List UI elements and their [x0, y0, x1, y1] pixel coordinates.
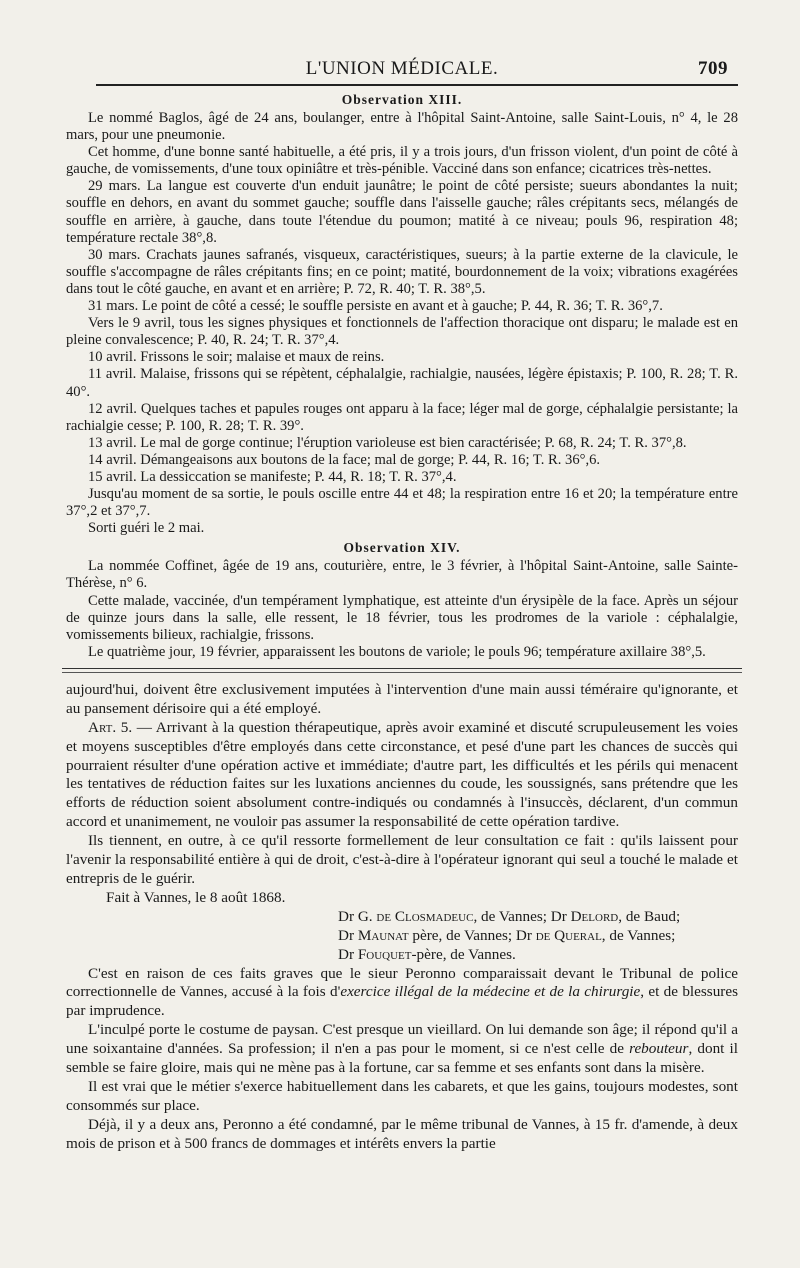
obs13-paragraph: 30 mars. Crachats jaunes safranés, visqueux, caractéristiques, sueurs; à la partie externe de la clavicule, le souffle s'accompagne de râles crépitants fins; en ce point; matité, bourdonnement de la voix; vibrations exagérées dans tout le côté gauche, en avant et en arrière; P. 72, R. 40; T. R. 38°,5. [66, 246, 738, 297]
signers [66, 908, 738, 965]
signer-name: de Queral [535, 926, 602, 944]
feuilleton-paragraph: aujourd'hui, doivent être exclusivement imputées à l'intervention d'une main aussi téméraire qu'ignorante, et au pansement dérisoire qui a été employé. [66, 680, 738, 717]
text-run: , dont il semble se faire gloire, mais qui ne mène pas à la fortune, car sa femme et ses enfants sont dans la misère. [66, 1040, 738, 1077]
text-run: L'inculpé porte le costume de paysan. C'est presque un vieillard. On lui demande son âge; il répond qu'il a une soixantaine d'années. Sa profession; il n'en a pas pour le moment, si ce n'est celle de [66, 1021, 738, 1058]
obs14-paragraph: Cette malade, vaccinée, d'un tempérament lymphatique, est atteinte d'un érysipèle de la face. Après un séjour de quinze jours dans la salle, elle ressent, le 18 février, tous les prodromes de la variole : céphalalgie, vomissements bilieux, rachialgie, frissons. [66, 592, 738, 643]
italic-run: rebouteur [629, 1040, 689, 1058]
obs13-paragraph: 29 mars. La langue est couverte d'un enduit jaunâtre; le point de côté persiste; sueurs abondantes la nuit; souffle en dehors, en avant du sommet gauche; souffle dans l'aisselle gauche; râles crépitants secs, mélangés de souffle en arrière, à gauche, dans toute l'étendue du poumon; matité à ce niveau; pouls 96, respiration 48; température rectale 38°,8. [66, 178, 738, 246]
feuilleton-paragraph [66, 719, 738, 832]
article-label: Art. 5. [88, 718, 133, 736]
signature-date: Fait à Vannes, le 8 août 1868. [106, 888, 286, 906]
obs13-paragraph: 31 mars. Le point de côté a cessé; le souffle persiste en avant et à gauche; P. 44, R. 36; T. R. 36°,7. [88, 298, 663, 315]
signer-prefix: Dr [338, 945, 358, 963]
page-number: 709 [698, 58, 728, 79]
obs13-paragraph: Jusqu'au moment de sa sortie, le pouls oscille entre 44 et 48; la respiration entre 16 et 20; la température entre 37°,2 et 37°,7. [66, 486, 738, 520]
feuilleton-separator [62, 668, 742, 673]
signer-name: Delord [570, 907, 619, 925]
obs14-paragraph: La nommée Coffinet, âgée de 19 ans, couturière, entre, le 3 février, à l'hôpital Saint-Antoine, salle Sainte-Thérèse, n° 6. [66, 558, 738, 592]
article-text: — Arrivant à la question thérapeutique, après avoir examiné et discuté scrupuleusement les voies et moyens susceptibles d'être employés dans cette circonstance, et pesé d'une part les chances de succès qui pourraient résulter d'une opération active et immédiate; d'autre part, les difficultés et les périls qui menacent les tentatives de réduction faites sur les luxations anciennes du coude, les soussignés, sans prétendre que les efforts de réduction soient absolument contre-indiqués ou condamnés à l'insuccès, déclarent, d'un commun accord et unanimement, ne vouloir pas assumer la responsabilité de cette opération tardive. [66, 718, 738, 831]
journal-title: L'UNION MÉDICALE. [305, 58, 499, 79]
italic-run: exercice illégal de la médecine et de la chirurgie [340, 983, 641, 1001]
signer-suffix: , de Baud; [618, 907, 681, 925]
signer-name: Fouquet [357, 945, 412, 963]
obs13-paragraph: 14 avril. Démangeaisons aux boutons de la face; mal de gorge; P. 44, R. 16; T. R. 36°,6. [88, 451, 601, 468]
observation-13 [66, 92, 738, 537]
obs14-paragraph: Le quatrième jour, 19 février, apparaissent les boutons de variole; le pouls 96; température axillaire 38°,5. [88, 643, 706, 660]
page [66, 52, 738, 1154]
signer-suffix: -père, de Vannes. [411, 945, 516, 963]
feuilleton-paragraph [66, 1021, 738, 1078]
feuilleton-paragraph: Déjà, il y a deux ans, Peronno a été condamné, par le même tribunal de Vannes, à 15 fr. d'amende, à deux mois de prison et à 500 francs de dommages et intérêts envers la partie [66, 1115, 738, 1152]
header-rule [96, 84, 738, 86]
feuilleton-paragraph [66, 965, 738, 1022]
feuilleton-paragraph: Il est vrai que le métier s'exerce habituellement dans les cabarets, et que les gains, toujours modestes, sont consommés sur place. [66, 1077, 738, 1114]
signer-line [338, 908, 738, 927]
observation-14-title: Observation XIV. [343, 540, 461, 556]
text-run: C'est en raison de ces faits graves que le sieur Peronno comparaissait devant le Tribunal de police correctionnelle de Vannes, accusé à la fois d' [66, 964, 738, 1001]
signer-suffix: père, de Vannes; Dr [408, 926, 536, 944]
obs13-paragraph: 13 avril. Le mal de gorge continue; l'éruption varioleuse est bien caractérisée; P. 68, R. 24; T. R. 37°,8. [88, 434, 687, 451]
text-run: , et de blessures par imprudence. [66, 983, 738, 1020]
obs13-paragraph: Le nommé Baglos, âgé de 24 ans, boulanger, entre à l'hôpital Saint-Antoine, salle Saint-Louis, n° 4, le 28 mars, pour une pneumonie. [66, 110, 738, 144]
obs13-paragraph: 11 avril. Malaise, frissons qui se répètent, céphalalgie, rachialgie, nausées, légère épistaxis; P. 100, R. 28; T. R. 40°. [66, 366, 738, 400]
obs13-paragraph: Sorti guéri le 2 mai. [88, 520, 205, 537]
obs13-paragraph: 15 avril. La dessiccation se manifeste; P. 44, R. 18; T. R. 37°,4. [88, 468, 457, 485]
signer-suffix: , de Vannes; [601, 926, 676, 944]
signer-prefix: Dr [338, 926, 358, 944]
obs13-paragraph: 10 avril. Frissons le soir; malaise et maux de reins. [88, 349, 385, 366]
signer-suffix: , de Vannes; Dr [473, 907, 571, 925]
running-head [66, 52, 738, 84]
feuilleton-paragraph: Ils tiennent, en outre, à ce qu'il ressorte formellement de leur consultation ce fait : qu'ils laissent pour l'avenir la responsabilité entière à qui de droit, c'est-à-dire à l'opérateur ignorant qui seul a touché le malade et entrepris de le guérir. [66, 832, 738, 887]
obs13-paragraph: Cet homme, d'une bonne santé habituelle, a été pris, il y a trois jours, d'un frisson violent, d'un point de côté à gauche, de vomissements, d'une toux opiniâtre et très-pénible. Vacciné dans son enfance; cicatrices très-nettes. [66, 144, 738, 178]
obs13-paragraph: Vers le 9 avril, tous les signes physiques et fonctionnels de l'affection thoracique ont disparu; le malade est en pleine convalescence; P. 40, R. 24; T. R. 37°,4. [66, 315, 738, 349]
signer-line [338, 946, 738, 965]
signer-name: de Closmadeuc [376, 907, 474, 925]
signer-name: Maunat [357, 926, 409, 944]
observation-13-title: Observation XIII. [341, 92, 463, 107]
feuilleton [66, 681, 738, 1154]
observation-14 [66, 540, 738, 661]
signer-prefix: Dr G. [338, 907, 377, 925]
obs13-paragraph: 12 avril. Quelques taches et papules rouges ont apparu à la face; léger mal de gorge, céphalalgie persistante; la rachialgie cesse; P. 100, R. 28; T. R. 39°. [66, 400, 738, 434]
signer-line [338, 927, 738, 946]
